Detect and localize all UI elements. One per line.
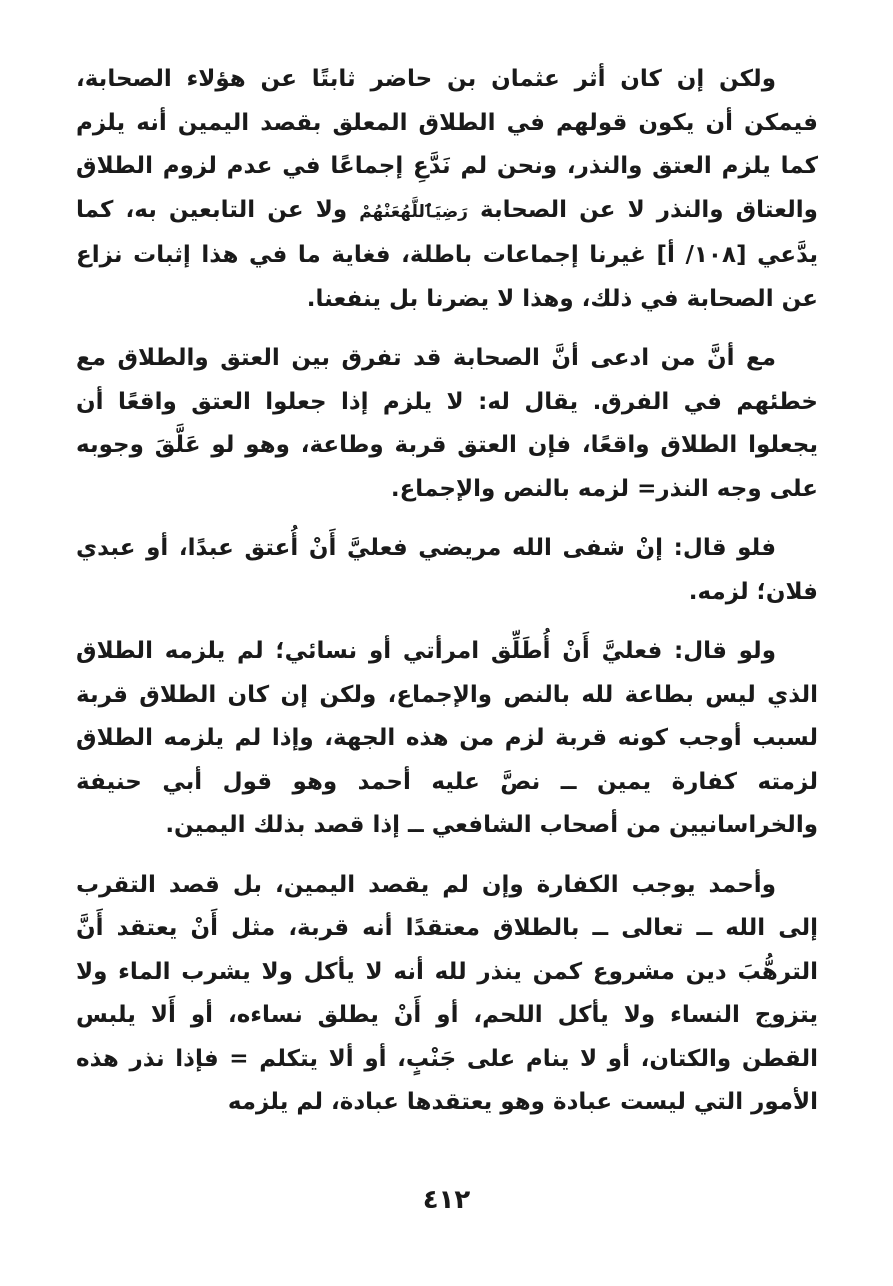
paragraph-2-lead: يقال له: xyxy=(478,388,579,415)
paragraph-1 xyxy=(76,58,818,321)
page-number: ٤١٢ xyxy=(422,1185,471,1215)
honorific-ligature: رَضِيَٱللَّهُعَنْهُمْ xyxy=(359,201,468,222)
paragraph-5 xyxy=(76,864,818,1125)
paragraph-3-text: فلو قال: إنْ شفى الله مريضي فعليَّ أَنْ أُعتق عبدًا، أو عبدي فلان؛ لزمه. xyxy=(76,535,818,605)
paragraph-5-text: وأحمد يوجب الكفارة وإن لم يقصد اليمين، بل قصد التقرب إلى الله ــ تعالى ــ بالطلاق معتقدًا أنه قربة، مثل أَنْ يعتقد أَنَّ الترهُّبَ دين مشروع كمن ينذر لله أنه لا يأكل ولا يشرب الماء ولا يتزوج النساء ولا يأكل اللحم، أو أَنْ يطلق نساءه، أو أَلا يلبس القطن والكتان، أو لا ينام على جَنْبٍ، أو ألا يتكلم = فإذا نذر هذه الأمور التي ليست عبادة وهو يعتقدها عبادة، لم يلزمه xyxy=(76,871,818,1115)
page-body xyxy=(76,58,818,1125)
paragraph-1-text-b: ولا عن التابعين به، كما يدَّعي [١٠٨/ أ] غيرنا إجماعات باطلة، فغاية ما في هذا إثبات نزاع عن الصحابة في ذلك، وهذا لا يضرنا بل ينفعنا. xyxy=(76,196,818,312)
paragraph-4 xyxy=(76,630,818,848)
paragraph-2 xyxy=(76,337,818,511)
paragraph-4-text: ولو قال: فعليَّ أَنْ أُطَلِّق امرأتي أو نسائي؛ لم يلزمه الطلاق الذي ليس بطاعة لله بالنص والإجماع، ولكن إن كان الطلاق قربة لسبب أوجب كونه قربة لزم من هذه الجهة، وإذا لم يلزمه الطلاق لزمته كفارة يمين ــ نصَّ عليه أحمد وهو قول أبي حنيفة والخراسانيين من أصحاب الشافعي ــ إذا قصد بذلك اليمين. xyxy=(76,638,818,838)
paragraph-3 xyxy=(76,527,818,614)
paragraph-2-text-b: لا يلزم إذا جعلوا العتق واقعًا أن يجعلوا الطلاق واقعًا، فإن العتق قربة وطاعة، وهو لو عَلَّقَ وجوبه على وجه النذر= لزمه بالنص والإجماع. xyxy=(76,388,818,502)
paragraph-2-text-a: مع أنَّ من ادعى أنَّ الصحابة قد تفرق بين العتق والطلاق مع خطئهم في الفرق. xyxy=(76,345,819,415)
paragraph-1-text-a: ولكن إن كان أثر عثمان بن حاضر ثابتًا عن هؤلاء الصحابة، فيمكن أن يكون قولهم في الطلاق المعلق بقصد اليمين أنه يلزم كما يلزم العتق والنذر، ونحن لم نَدَّعِ إجماعًا في عدم لزوم الطلاق والعتاق والنذر لا عن الصحابة xyxy=(76,66,818,223)
